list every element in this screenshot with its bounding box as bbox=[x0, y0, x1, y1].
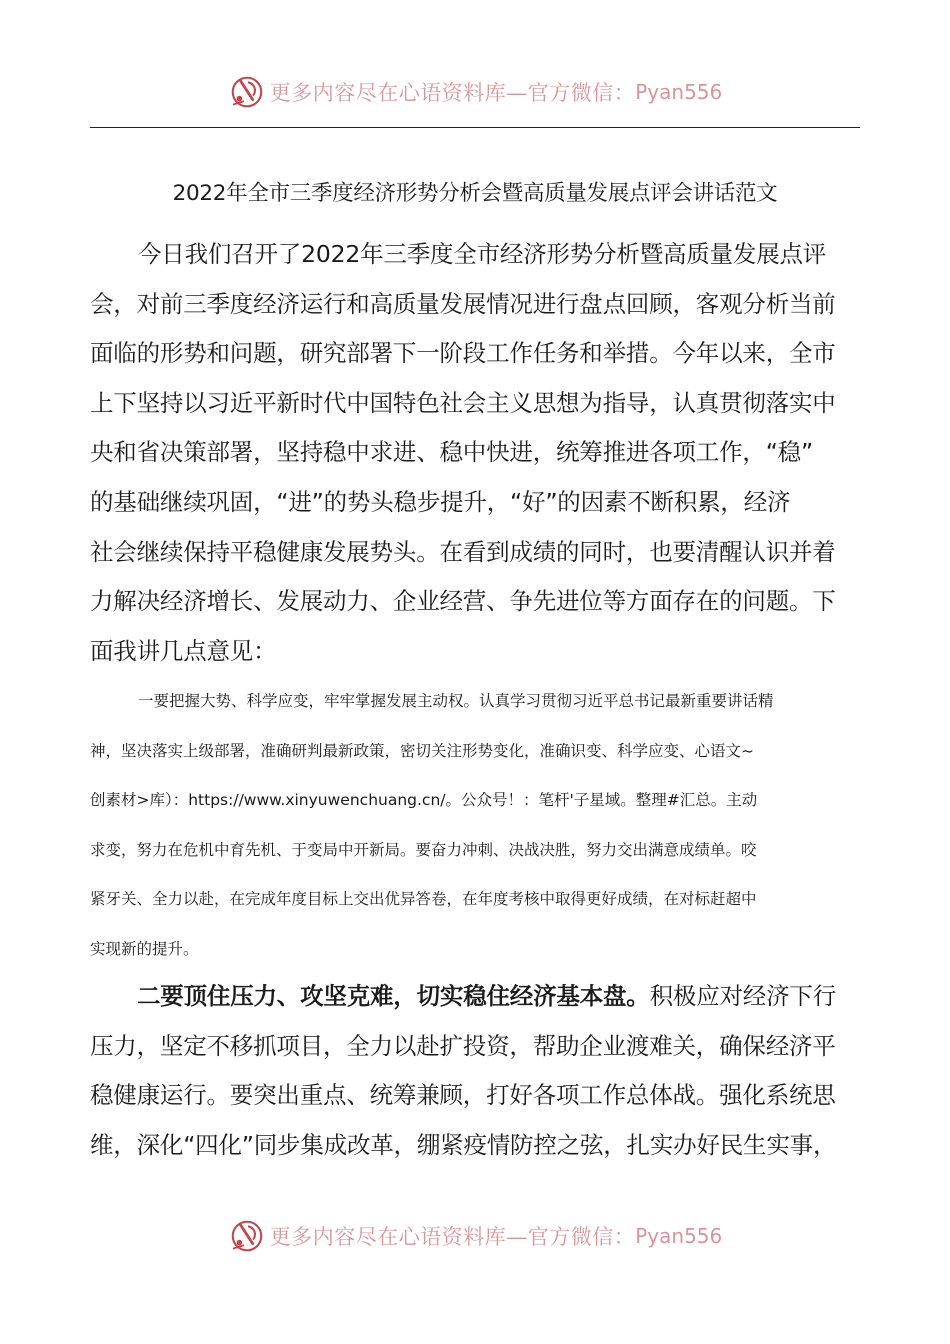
paragraph-point-one bbox=[90, 677, 860, 974]
text-line: 今日我们召开了2022年三季度全市经济形势分析暨高质量发展点评 bbox=[138, 240, 827, 268]
text-line: 创素材>库）：https://www.xinyuwenchuang.cn/。公众号！：笔杆'子星域。整理#汇总。主动 bbox=[90, 791, 758, 809]
text-line: 社会继续保持平稳健康发展势头。在看到成绩的同时，也要清醒认识并着 bbox=[90, 537, 836, 566]
text-line: 央和省决策部署，坚持稳中求进、稳中快进，统筹推进各项工作，“稳” bbox=[90, 438, 813, 467]
text-line: 一要把握大势、科学应变，牢牢掌握发展主动权。认真学习贯彻习近平总书记最新重要讲话精 bbox=[138, 692, 774, 710]
text-line bbox=[90, 972, 860, 1022]
text-line: 会，对前三季度经济运行和高质量发展情况进行盘点回顾，客观分析当前 bbox=[90, 289, 836, 318]
banner-text: 更多内容尽在心语资料库—官方微信： bbox=[269, 81, 636, 105]
document-title: 2022年全市三季度经济形势分析会暨高质量发展点评会讲话范文 bbox=[172, 181, 778, 206]
text-line: 实现新的提升。 bbox=[90, 939, 199, 958]
text-line: 压力，坚定不移抓项目，全力以赴扩投资，帮助企业渡难关，确保经济平 bbox=[90, 1031, 836, 1060]
text-line: 神，坚决落实上级部署，准确研判最新政策，密切关注形势变化，准确识变、科学应变、心语文~ bbox=[90, 741, 754, 760]
text-line: 求变，努力在危机中育先机、于变局中开新局。要奋力冲刺、决战决胜，努力交出满意成绩单。咬 bbox=[90, 840, 757, 859]
paragraph-intro bbox=[90, 230, 860, 676]
footer-banner bbox=[0, 1216, 950, 1256]
text-line: 力解决经济增长、发展动力、企业经营、争先进位等方面存在的问题。下 bbox=[90, 587, 836, 616]
point-two-heading: 二要顶住压力、攻坚克难，切实稳住经济基本盘。 bbox=[137, 982, 650, 1010]
header-divider bbox=[90, 127, 860, 128]
banner-text: 更多内容尽在心语资料库—官方微信： bbox=[269, 1225, 636, 1249]
text-line: 上下坚持以习近平新时代中国特色社会主义思想为指导，认真贯彻落实中 bbox=[90, 388, 836, 417]
text-line: 面临的形势和问题，研究部署下一阶段工作任务和举措。今年以来，全市 bbox=[90, 339, 836, 368]
text-line: 面我讲几点意见： bbox=[90, 636, 277, 665]
banner-wechat-id: Pyan556 bbox=[635, 80, 723, 104]
text-line: 的基础继续巩固，“进”的势头稳步提升，“好”的因素不断积累，经济 bbox=[90, 487, 791, 516]
point-two-first-line: 积极应对经济下行 bbox=[649, 982, 837, 1010]
text-line: 稳健康运行。要突出重点、统筹兼顾，打好各项工作总体战。强化系统思 bbox=[90, 1081, 836, 1110]
text-line: 维，深化“四化”同步集成改革，绷紧疫情防控之弦，扎实办好民生实事， bbox=[90, 1130, 837, 1159]
text-line: 紧牙关、全力以赴，在完成年度目标上交出优异答卷，在年度考核中取得更好成绩，在对标赶超中 bbox=[90, 890, 757, 908]
paragraph-point-two bbox=[90, 972, 860, 1170]
library-logo-icon bbox=[228, 73, 266, 111]
banner-wechat-id: Pyan556 bbox=[635, 1224, 723, 1248]
header-banner bbox=[0, 72, 950, 112]
library-logo-icon bbox=[228, 1217, 266, 1255]
